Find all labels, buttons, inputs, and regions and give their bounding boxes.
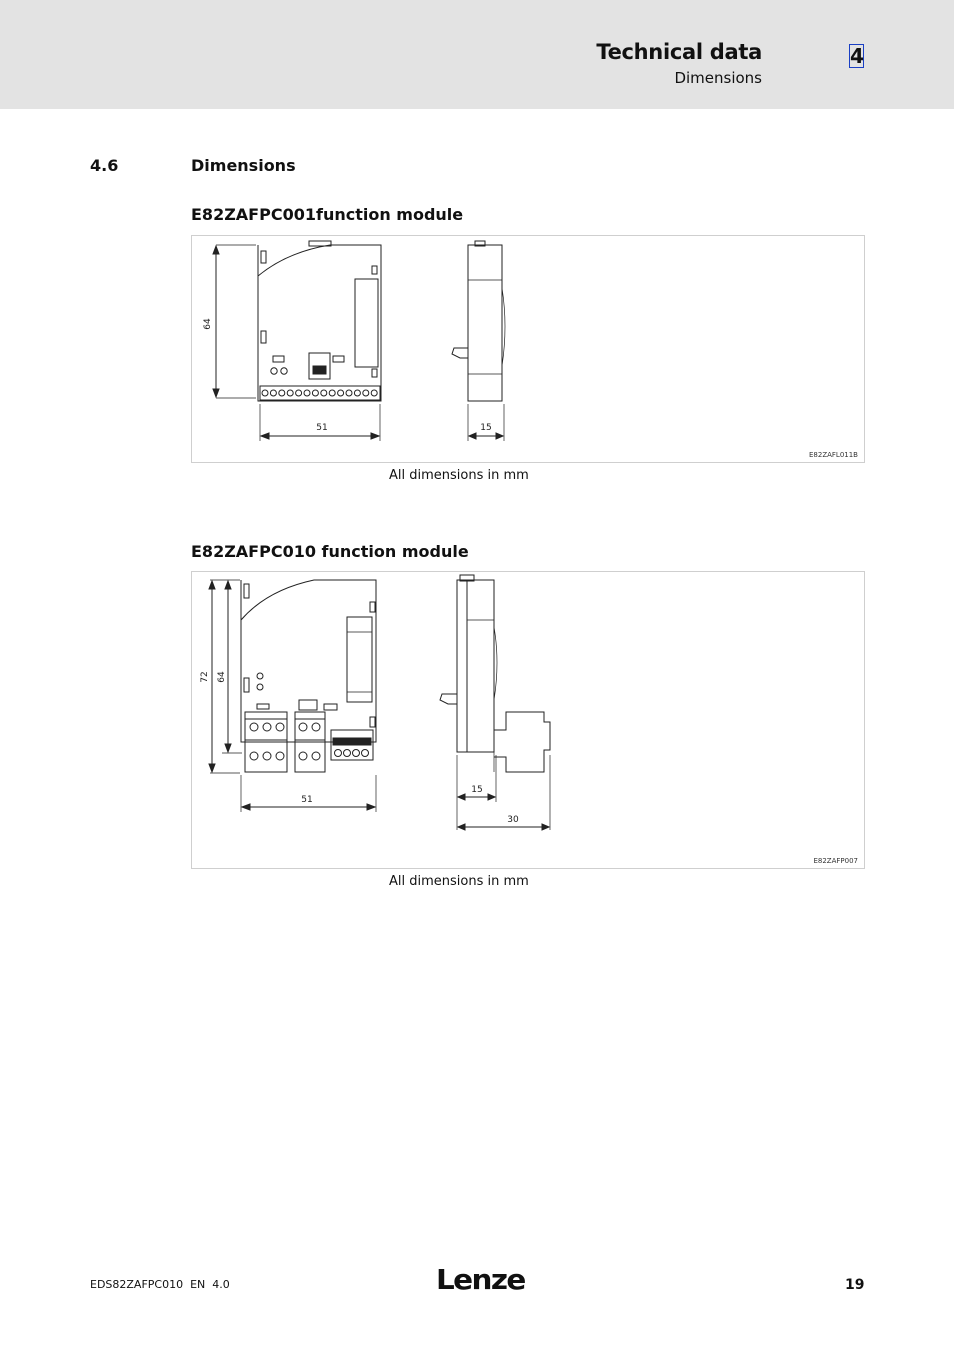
fig1-dim-width: 51: [316, 423, 328, 433]
figure1-id: E82ZAFL011B: [808, 451, 858, 459]
page-number: 19: [845, 1277, 865, 1293]
fig1-dim-depth: 15: [480, 423, 492, 433]
fig2-dim-height-outer: 72: [200, 671, 210, 683]
figure1-svg: [192, 236, 864, 462]
terminal-screw: [363, 390, 369, 396]
section-title: Dimensions: [191, 156, 296, 175]
terminal-screw: [304, 390, 310, 396]
terminal-screw: [338, 390, 344, 396]
figure2-id: E82ZAFP007: [813, 857, 858, 865]
figure2-caption: All dimensions in mm: [389, 874, 529, 889]
chapter-title: Technical data: [596, 40, 762, 64]
terminal-screw: [371, 390, 377, 396]
lenze-logo: Lenze: [436, 1263, 525, 1296]
footer-doc-ref: EDS82ZAFPC010 EN 4.0: [90, 1278, 230, 1291]
section-number: 4.6: [90, 156, 119, 175]
terminal-screw: [262, 390, 268, 396]
header-band: [0, 0, 954, 109]
chapter-subtitle: Dimensions: [674, 69, 762, 87]
fig2-dim-depth: 15: [471, 785, 483, 795]
terminal-screw: [312, 390, 318, 396]
terminal-screw: [346, 390, 352, 396]
fig2-dim-height-inner: 64: [217, 671, 227, 683]
figure2-heading: E82ZAFPC010 function module: [191, 542, 469, 561]
figure1-drawing: [191, 235, 865, 463]
terminal-screw: [321, 390, 327, 396]
fig2-dim-depth-total: 30: [507, 815, 519, 825]
fig1-dim-height: 64: [203, 318, 213, 330]
figure2-drawing: [191, 571, 865, 869]
figure1-heading: E82ZAFPC001function module: [191, 205, 464, 224]
terminal-screw: [354, 390, 360, 396]
terminal-screw: [279, 390, 285, 396]
terminal-screw: [296, 390, 302, 396]
figure2-svg: [192, 572, 864, 868]
terminal-screw: [270, 390, 276, 396]
terminal-screw: [329, 390, 335, 396]
terminal-screw: [287, 390, 293, 396]
chapter-number-link[interactable]: 4: [850, 44, 864, 68]
figure1-caption: All dimensions in mm: [389, 468, 529, 483]
fig2-dim-width: 51: [301, 795, 313, 805]
